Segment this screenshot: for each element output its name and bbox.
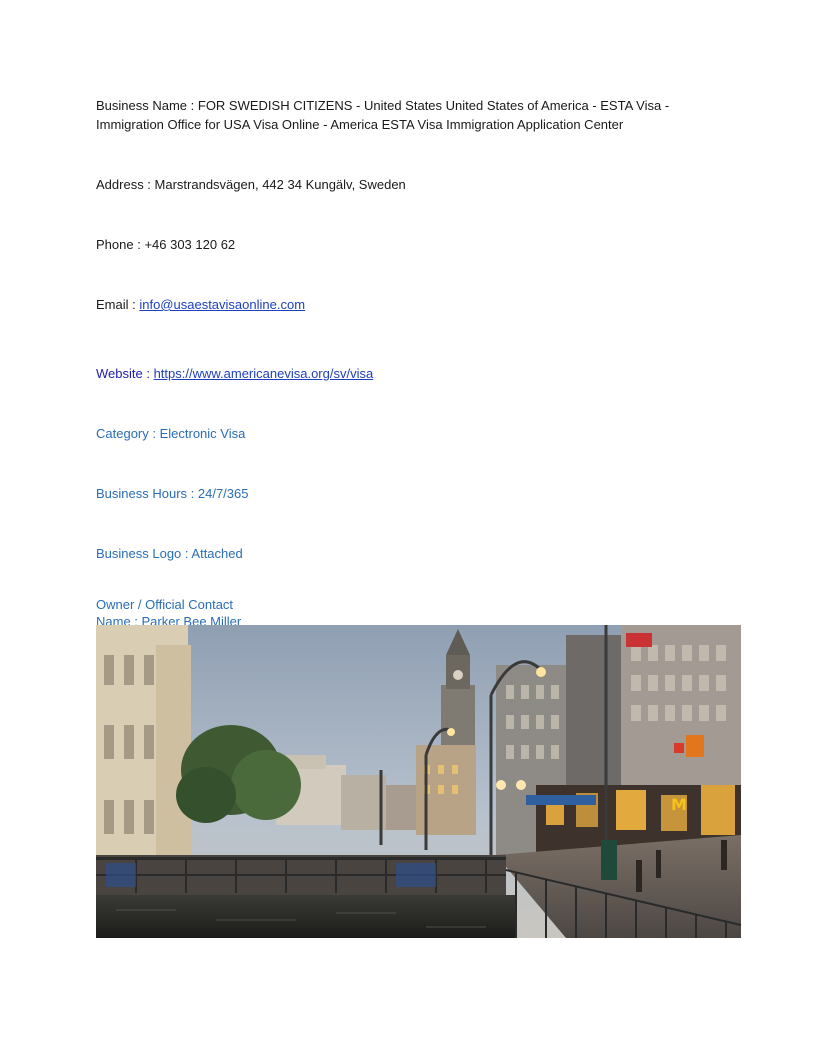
business-logo-value: Attached [191,546,243,561]
business-hours-label: Business Hours : [96,486,198,501]
website-line [96,364,736,383]
address-line [96,175,736,194]
category-label: Category : [96,426,160,441]
business-name-label: Business Name : [96,98,198,113]
website-label: Website : [96,366,154,381]
address-value: Marstrandsvägen, 442 34 Kungälv, Sweden [154,177,406,192]
address-label: Address : [96,177,155,192]
email-line [96,295,736,314]
business-name-value: FOR SWEDISH CITIZENS - United States United States of America - ESTA Visa - Immigration Office for USA Visa Online - America ESTA Visa Immigration Application Center [96,98,670,132]
email-label: Email : [96,297,140,312]
business-logo-label: Business Logo : [96,546,192,561]
owner-name-line [96,612,736,625]
business-name-line [96,96,736,134]
owner-name-value: Parker Bee Miller [141,614,242,625]
business-hours-value: 24/7/365 [197,486,249,501]
category-line [96,424,736,443]
owner-name-label: Name : [96,614,142,625]
phone-value: +46 303 120 62 [144,237,236,252]
business-logo-line [96,544,736,563]
owner-heading: Owner / Official Contact [96,597,234,612]
category-value: Electronic Visa [159,426,246,441]
svg-text:M: M [671,795,687,814]
phone-label: Phone : [96,237,145,252]
city-photo [96,625,741,938]
email-link[interactable]: info@usaestavisaonline.com [139,297,306,312]
website-link[interactable]: https://www.americanevisa.org/sv/visa [153,366,374,381]
business-hours-line [96,484,736,503]
phone-line [96,235,736,254]
